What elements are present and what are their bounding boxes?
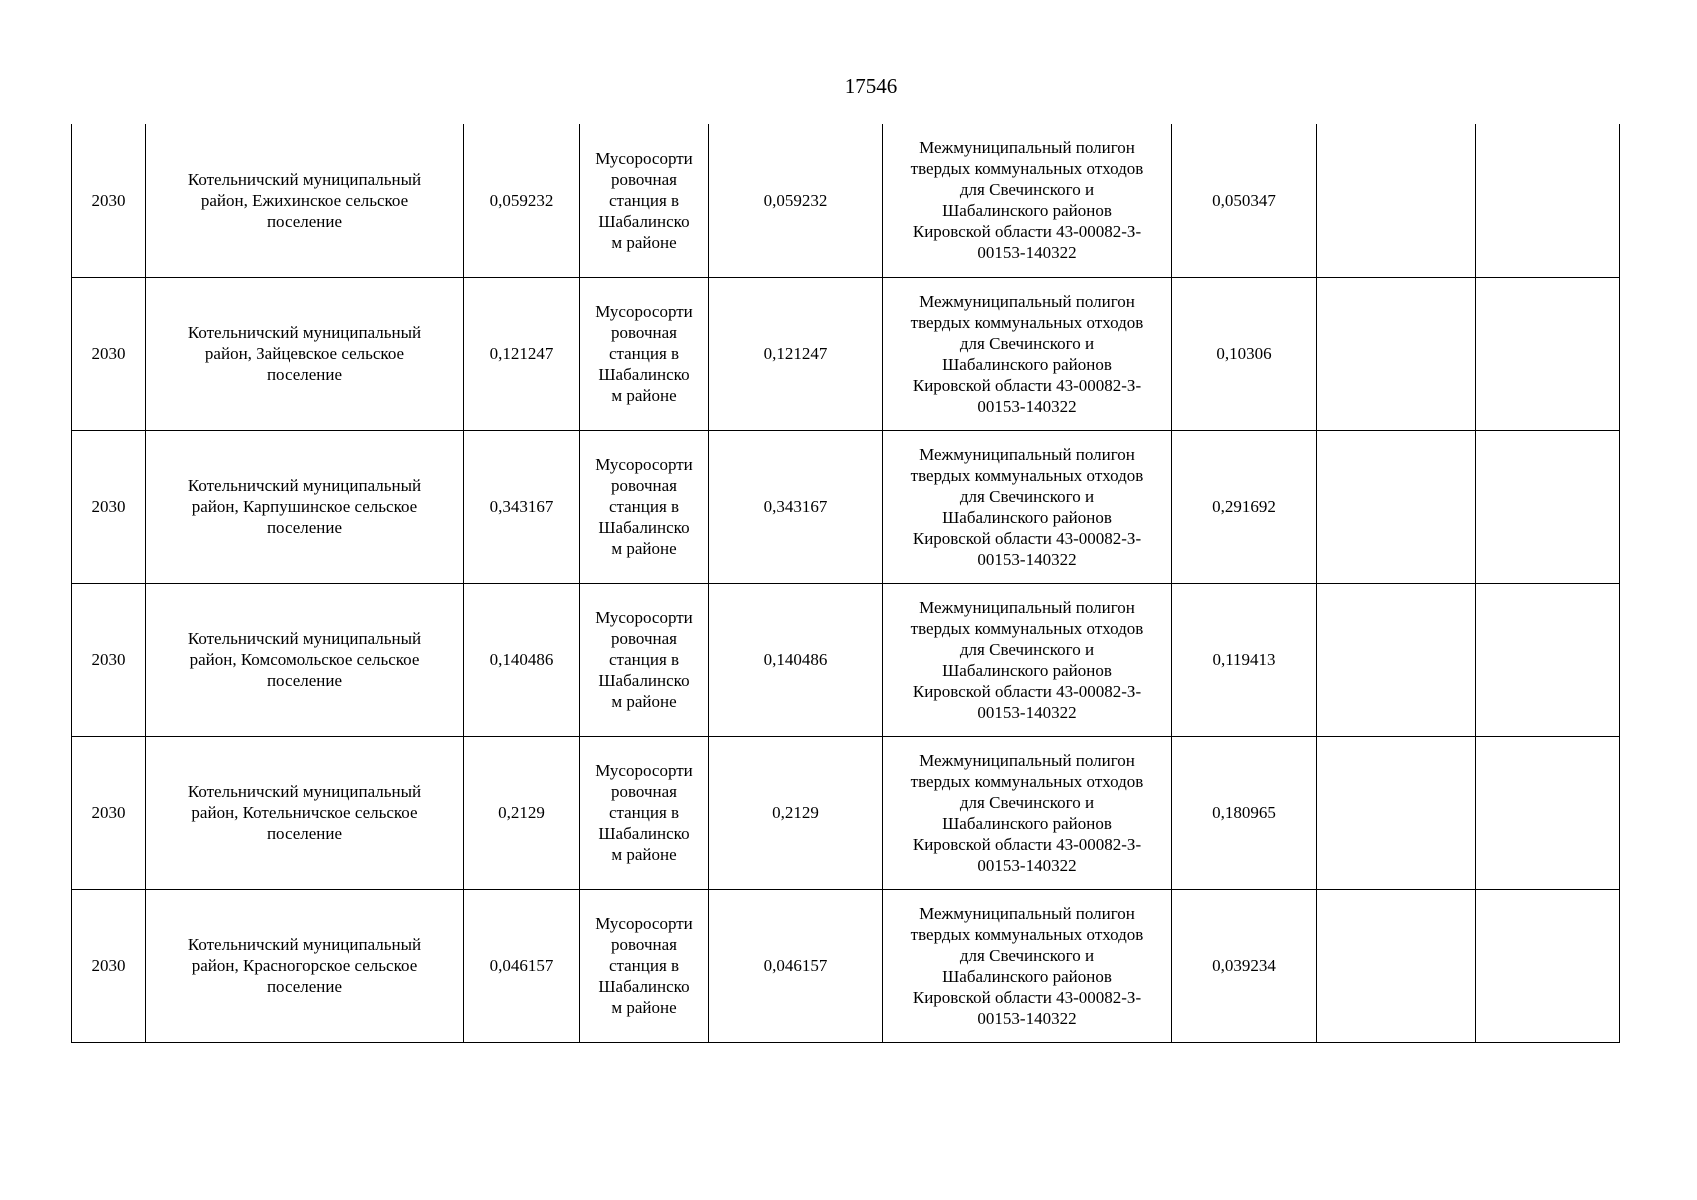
- empty-cell: [1317, 583, 1476, 736]
- facility-cell: [580, 583, 709, 736]
- mass-generated-cell: 0,343167: [464, 430, 580, 583]
- settlement-cell: [146, 430, 464, 583]
- mass-disposed-cell: 0,180965: [1172, 736, 1317, 889]
- year-cell: 2030: [72, 889, 146, 1042]
- facility-text: Мусоросорти ровочная станция в Шабалинско м районе: [595, 761, 693, 864]
- landfill-text: Межмуниципальный полигон твердых коммунальных отходов для Свечинского и Шабалинского районов Кировской области 43-00082-З- 00153-140322: [910, 750, 1144, 875]
- empty-cell: [1476, 124, 1620, 277]
- facility-cell: [580, 124, 709, 277]
- empty-cell: [1317, 124, 1476, 277]
- waste-flow-table: [71, 124, 1620, 1043]
- facility-text: Мусоросорти ровочная станция в Шабалинско м районе: [595, 455, 693, 558]
- empty-cell: [1317, 277, 1476, 430]
- year-cell: 2030: [72, 736, 146, 889]
- landfill-text: Межмуниципальный полигон твердых коммунальных отходов для Свечинского и Шабалинского районов Кировской области 43-00082-З- 00153-140322: [910, 138, 1144, 263]
- empty-cell: [1476, 736, 1620, 889]
- table-row: [72, 889, 1620, 1042]
- table-row: [72, 583, 1620, 736]
- landfill-cell: [883, 124, 1172, 277]
- settlement-text: Котельничский муниципальный район, Карпушинское сельское поселение: [187, 476, 422, 537]
- settlement-cell: [146, 124, 464, 277]
- table-row: [72, 124, 1620, 277]
- empty-cell: [1476, 277, 1620, 430]
- mass-processed-cell: 0,059232: [709, 124, 883, 277]
- landfill-text: Межмуниципальный полигон твердых коммунальных отходов для Свечинского и Шабалинского районов Кировской области 43-00082-З- 00153-140322: [910, 597, 1144, 722]
- facility-cell: [580, 277, 709, 430]
- mass-processed-cell: 0,121247: [709, 277, 883, 430]
- mass-disposed-cell: 0,291692: [1172, 430, 1317, 583]
- table-row: [72, 430, 1620, 583]
- year-cell: 2030: [72, 124, 146, 277]
- empty-cell: [1476, 583, 1620, 736]
- landfill-text: Межмуниципальный полигон твердых коммунальных отходов для Свечинского и Шабалинского районов Кировской области 43-00082-З- 00153-140322: [910, 444, 1144, 569]
- settlement-text: Котельничский муниципальный район, Котельничское сельское поселение: [187, 782, 422, 843]
- mass-generated-cell: 0,121247: [464, 277, 580, 430]
- mass-generated-cell: 0,059232: [464, 124, 580, 277]
- mass-disposed-cell: 0,10306: [1172, 277, 1317, 430]
- mass-generated-cell: 0,2129: [464, 736, 580, 889]
- facility-text: Мусоросорти ровочная станция в Шабалинско м районе: [595, 302, 693, 405]
- settlement-cell: [146, 736, 464, 889]
- year-cell: 2030: [72, 583, 146, 736]
- mass-processed-cell: 0,2129: [709, 736, 883, 889]
- landfill-cell: [883, 889, 1172, 1042]
- mass-processed-cell: 0,046157: [709, 889, 883, 1042]
- settlement-text: Котельничский муниципальный район, Зайцевское сельское поселение: [187, 323, 422, 384]
- landfill-cell: [883, 277, 1172, 430]
- mass-disposed-cell: 0,119413: [1172, 583, 1317, 736]
- empty-cell: [1317, 736, 1476, 889]
- settlement-text: Котельничский муниципальный район, Ежихинское сельское поселение: [187, 169, 422, 231]
- mass-processed-cell: 0,343167: [709, 430, 883, 583]
- facility-text: Мусоросорти ровочная станция в Шабалинско м районе: [595, 608, 693, 711]
- empty-cell: [1317, 889, 1476, 1042]
- settlement-text: Котельничский муниципальный район, Комсомольское сельское поселение: [187, 629, 422, 690]
- mass-disposed-cell: 0,039234: [1172, 889, 1317, 1042]
- facility-text: Мусоросорти ровочная станция в Шабалинско м районе: [595, 148, 693, 252]
- year-cell: 2030: [72, 277, 146, 430]
- mass-processed-cell: 0,140486: [709, 583, 883, 736]
- facility-text: Мусоросорти ровочная станция в Шабалинско м районе: [595, 914, 693, 1017]
- settlement-cell: [146, 583, 464, 736]
- page-number: 17546: [844, 74, 898, 98]
- empty-cell: [1476, 430, 1620, 583]
- landfill-cell: [883, 736, 1172, 889]
- settlement-cell: [146, 889, 464, 1042]
- facility-cell: [580, 736, 709, 889]
- landfill-text: Межмуниципальный полигон твердых коммунальных отходов для Свечинского и Шабалинского районов Кировской области 43-00082-З- 00153-140322: [910, 291, 1144, 416]
- table-row: [72, 277, 1620, 430]
- year-cell: 2030: [72, 430, 146, 583]
- facility-cell: [580, 430, 709, 583]
- mass-generated-cell: 0,140486: [464, 583, 580, 736]
- table-row: [72, 736, 1620, 889]
- settlement-text: Котельничский муниципальный район, Красногорское сельское поселение: [187, 935, 422, 996]
- mass-generated-cell: 0,046157: [464, 889, 580, 1042]
- mass-disposed-cell: 0,050347: [1172, 124, 1317, 277]
- landfill-cell: [883, 583, 1172, 736]
- facility-cell: [580, 889, 709, 1042]
- empty-cell: [1317, 430, 1476, 583]
- landfill-text: Межмуниципальный полигон твердых коммунальных отходов для Свечинского и Шабалинского районов Кировской области 43-00082-З- 00153-140322: [910, 903, 1144, 1028]
- settlement-cell: [146, 277, 464, 430]
- empty-cell: [1476, 889, 1620, 1042]
- landfill-cell: [883, 430, 1172, 583]
